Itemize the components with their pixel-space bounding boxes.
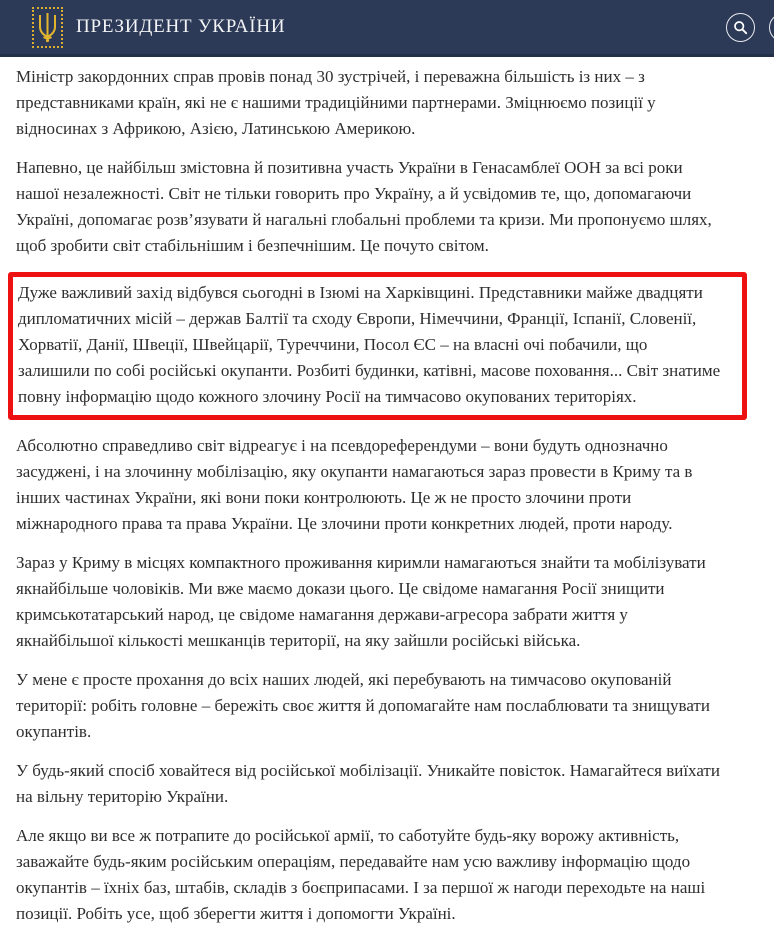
article-paragraph: Міністр закордонних справ провів понад 30 зустрічей, і переважна більшість із них – з представниками країн, які не є нашими традиційними партнерами. Зміцнюємо позиції у відносинах з Африкою, Азією, Латинською Америкою. [16,67,656,138]
article-body [0,57,774,927]
site-title[interactable]: ПРЕЗИДЕНТ УКРАЇНИ [76,16,286,37]
home-link[interactable] [32,7,285,48]
paragraph-text: Але якщо ви все ж потрапите до російської армії, то саботуйте будь-яку ворожу активність, заважайте будь-яким російським операціям, передавайте нам усю важливу інформацію щодо окупантів – їхніх баз, штабів, складів з боєприпасами. І за першої ж нагоди переходьте на наші позиції. Робіть усе, щоб зберегти життя і допомогти [16,826,706,923]
article-paragraph-clipped [16,823,720,927]
highlight-box [8,272,747,420]
article-paragraph: У мене є просте прохання до всіх наших людей, які перебувають на тимчасово окупованій території: робіть головне – бережіть своє життя й допомагайте нам послаблювати та знищувати окупантів. [16,670,710,741]
article-paragraph: У будь-який спосіб ховайтеся від російської мобілізації. Уникайте повісток. Намагайтеся виїхати на вільну територію України. [16,761,720,806]
site-header [0,0,774,57]
article-paragraph: Абсолютно справедливо світ відреагує і на псевдореферендуми – вони будуть однозначно засуджені, і на злочинну мобілізацію, яку окупанти намагаються зараз провести в Криму та в інших частинах України, які вони поки контролюють. Це ж не просто злочини проти міжнародного права та права України. Це злочини проти конкретних людей, проти народу. [16,436,693,533]
search-icon [733,20,748,35]
article-paragraph: Напевно, це найбільш змістовна й позитивна участь України в Генасамблеї ООН за всі роки нашої незалежності. Світ не тільки говорить про Україну, а й усвідомив те, що, допомагаючи Україні, допомагає розв’язувати й нагальні глобальні проблеми та кризи. Ми пропонуємо шлях, щоб зробити світ стабільнішим і безпечнішим. Це почуто світом. [16,158,712,255]
article-paragraph: Зараз у Криму в місцях компактного проживання киримли намагаються знайти та мобілізувати якнайбільше чоловіків. Ми вже маємо докази цього. Це свідоме намагання Росії знищити кримськотатарський народ, це свідоме намагання держави-агресора забрати життя у якнайбільшої кількості мешканців території, на яку зайшли російські війська. [16,553,706,650]
ukraine-trident-emblem-icon [32,7,63,48]
search-button[interactable] [726,13,755,42]
article-paragraph-highlighted: Дуже важливий захід відбувся сьогодні в Ізюмі на Харківщині. Представники майже двадцяти дипломатичних місій – держав Балтії та сходу Європи, Німеччини, Франції, Іспанії, Словенії, Хорватії, Данії, Швеції, Швейцарії, Туреччини, Посол ЄС – на власні очі побачили, що залишили по собі російські окупанти. Розбиті будинки, катівні, масове поховання... Світ знатиме повну інформацію щодо кожного злочину Росії на тимчасово окупованих територіях. [18,283,721,406]
header-edge-button-partial[interactable] [769,13,774,42]
paragraph-text-cutoff: Україні. [398,904,456,923]
